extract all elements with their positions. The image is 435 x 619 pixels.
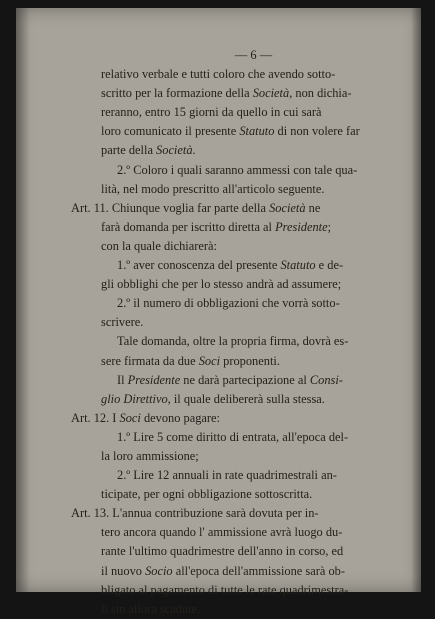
text-line: [101, 141, 406, 160]
italic-term: Soci: [119, 410, 141, 425]
page-number: — 6 —: [234, 48, 273, 62]
italic-term: Società: [269, 200, 306, 215]
text-segment: loro comunicato il presente: [101, 124, 240, 139]
text-line: 2.º Coloro i quali saranno ammessi con tale qua-: [117, 162, 358, 177]
text-line: Art. 13. L'annua contribuzione sarà dovuta per in-: [71, 506, 319, 521]
text-line: [71, 199, 406, 218]
text-line: [101, 84, 406, 103]
italic-term: Consi-: [309, 372, 343, 387]
text-line: con la quale dichiarerà:: [101, 238, 217, 253]
italic-term: Società: [252, 86, 290, 101]
italic-term: Presidente: [127, 372, 181, 387]
text-line: ticipate, per ogni obbligazione sottoscritta.: [101, 487, 313, 502]
text-line: [71, 409, 406, 428]
text-line: rante l'ultimo quadrimestre dell'anno in corso, ed: [101, 544, 344, 559]
text-segment: farà domanda per iscritto diretta al: [101, 219, 276, 234]
text-segment: all'epoca dell'ammissione sarà ob-: [172, 563, 345, 578]
text-line: scrivere.: [101, 315, 144, 330]
text-segment: il nuovo: [101, 563, 146, 578]
text-line: li sin allora scadute.: [101, 601, 201, 616]
text-line: [101, 371, 406, 390]
text-segment: ;: [327, 219, 332, 234]
text-line: [101, 562, 406, 581]
text-line: [101, 256, 406, 275]
italic-term: glio Direttivo: [101, 391, 168, 406]
spine-shadow: [16, 8, 30, 592]
text-segment: Art. 11. Chiunque voglia far parte della: [71, 200, 270, 215]
italic-term: Presidente: [275, 219, 328, 234]
text-line: 1.º Lire 5 come diritto di entrata, all'epoca del-: [117, 429, 349, 444]
text-segment: Il: [117, 372, 128, 387]
text-line: relativo verbale e tutti coloro che avendo sotto-: [101, 67, 336, 82]
text-segment: e de-: [315, 258, 344, 273]
text-segment: di non volere far: [274, 124, 360, 139]
text-segment: sere firmata da due: [101, 353, 199, 368]
text-segment: scritto per la formazione della: [101, 86, 253, 101]
text-segment: proponenti.: [220, 353, 280, 368]
text-segment: devono pagare:: [140, 410, 221, 425]
text-line: la loro ammissione;: [101, 448, 199, 463]
page-edge-shadow: [411, 8, 421, 592]
text-segment: parte della: [101, 143, 157, 158]
text-line: [101, 122, 406, 141]
text-segment: ne: [305, 200, 321, 215]
page-text: [71, 46, 406, 619]
text-line: lità, nel modo prescritto all'articolo seguente.: [101, 181, 325, 196]
italic-term: Statuto: [280, 258, 316, 273]
italic-term: Soci: [198, 353, 221, 368]
text-line: bligato al pagamento di tutte le rate quadrimestra-: [101, 582, 349, 597]
text-line: gli obblighi che per lo stesso andrà ad assumere;: [101, 277, 342, 292]
text-line: reranno, entro 15 giorni da quello in cui sarà: [101, 105, 322, 120]
text-line: 2.º Lire 12 annuali in rate quadrimestrali an-: [117, 468, 337, 483]
book-page: [16, 8, 421, 616]
text-segment: , il quale delibererà sulla stessa.: [167, 391, 325, 406]
text-segment: .: [192, 143, 196, 158]
text-segment: ne darà partecipazione al: [180, 372, 310, 387]
text-line: 2.º il numero di obbligazioni che vorrà sotto-: [117, 296, 340, 311]
text-line: [101, 218, 406, 237]
italic-term: Socio: [145, 563, 173, 578]
text-line: tero ancora quando l' ammissione avrà luogo du-: [101, 525, 343, 540]
text-line: Tale domanda, oltre la propria firma, dovrà es-: [117, 334, 349, 349]
text-segment: Art. 12. I: [71, 410, 120, 425]
text-line: [101, 390, 406, 409]
text-segment: 1.º aver conoscenza del presente: [117, 258, 281, 273]
text-segment: , non dichia-: [289, 86, 352, 101]
italic-term: Statuto: [239, 124, 275, 139]
italic-term: Società: [156, 143, 193, 158]
text-line: [101, 352, 406, 371]
